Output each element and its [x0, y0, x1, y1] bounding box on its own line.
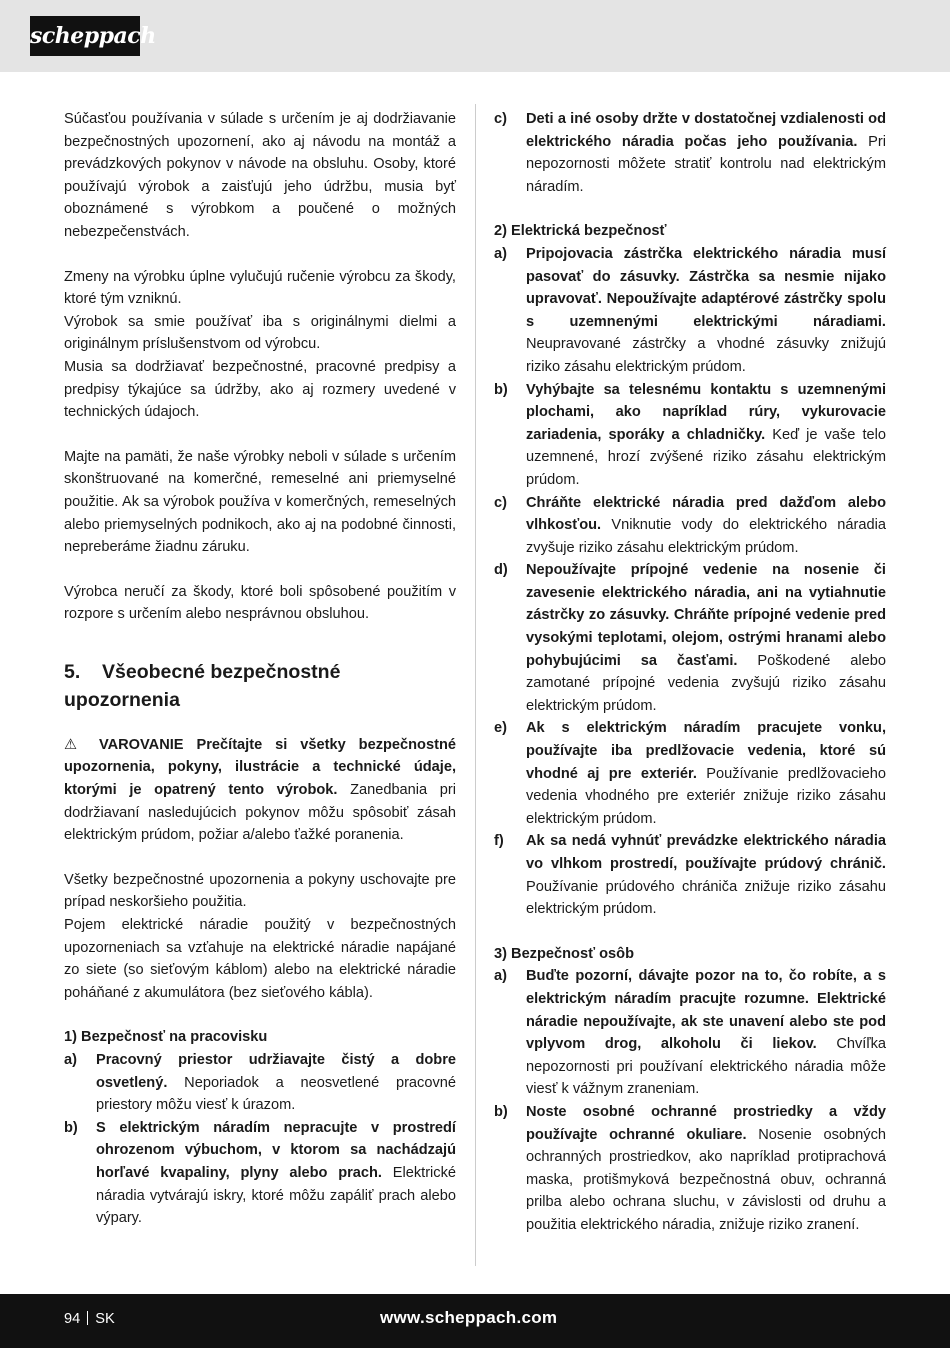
item-label: c) [494, 111, 507, 127]
website-link[interactable]: www.scheppach.com [380, 1308, 558, 1327]
item-text: Chráňte elektrické náradia pred dažďom alebo vlhkosťou. Vniknutie vody do elektrického náradia zvyšuje riziko zásahu elektrickým prúdom. [526, 494, 886, 556]
right-column [494, 108, 886, 1237]
warning-heading: VAROVANIE Prečítajte si všetky bezpečnostné upozornenia, pokyny, ilustrácie a technické údaje, ktorými je opatrený tento výrobok. [64, 736, 456, 799]
left-column [64, 108, 456, 1230]
item-label: c) [494, 494, 507, 511]
subheading-workplace-safety: 1) Bezpečnosť na pracovisku [64, 1029, 268, 1046]
item-label: b) [64, 1119, 78, 1136]
paragraph-intended-use: Súčasťou používania v súlade s určením je aj dodržiavanie bezpečnostných upozornení, ako aj návodu na montáž a prevádzkových pokynov v návode na obsluhu. Osoby, ktoré používajú výrobok a zaisťujú jeho údržbu, musia byť oboznámené s výrobkom a poučené o možných nebezpečenstvách. [64, 111, 456, 240]
list-item [494, 379, 886, 492]
language-code: SK [95, 1311, 115, 1327]
item-text: Pracovný priestor udržiavajte čistý a dobre osvetlený. Neporiadok a neosvetlené pracovné priestory môžu viesť k úrazom. [96, 1052, 456, 1114]
paragraph-keep-instructions: Všetky bezpečnostné upozornenia a pokyny uschovajte pre prípad neskoršieho použitia. [64, 871, 456, 911]
paragraph-regulations: Musia sa dodržiavať bezpečnostné, pracovné predpisy a predpisy týkajúce sa údržby, ako aj rozmery uvedené v technických údajoch. [64, 358, 456, 421]
page-number: 94 [64, 1311, 81, 1327]
list-item [64, 1117, 456, 1230]
footer-separator [87, 1311, 88, 1325]
subheading-personal-safety: 3) Bezpečnosť osôb [494, 945, 634, 962]
item-text: S elektrickým náradím nepracujte v prostredí ohrozenom výbuchom, v ktorom sa nachádzajú horľavé kvapaliny, plyny alebo prach. Elektrické náradia vytvárajú iskry, ktoré môžu zapáliť prach alebo výpary. [96, 1119, 457, 1227]
section-heading [64, 658, 456, 714]
list-item [494, 243, 886, 379]
item-text: Vyhýbajte sa telesnému kontaktu s uzemnenými plochami, ako napríklad rúry, vykurovacie zariadenia, sporáky a chladničky. Keď je vaše telo uzemnené, hrozí zvýšené riziko zásahu elektrickým prúdom. [526, 381, 886, 488]
item-label: a) [64, 1052, 77, 1068]
list-item [494, 492, 886, 560]
list-item [64, 1049, 456, 1117]
item-text: Buďte pozorní, dávajte pozor na to, čo robíte, a s elektrickým náradím pracujte rozumne. Elektrické náradie nepoužívajte, ak ste unavení alebo ste pod vplyvom drog, alkoholu či liekov. Chvíľka nepozornosti pri používaní elektrického náradia môže viesť k vážnym zraneniam. [526, 968, 887, 1098]
item-label: b) [494, 381, 508, 398]
list-item [494, 559, 886, 717]
paragraph-power-tool-definition: Pojem elektrické náradie použitý v bezpečnostných upozorneniach sa vzťahuje na elektrické náradie napájané zo siete (so sieťovým káblom) alebo na elektrické náradie poháňané z akumulátora (bez sieťového kábla). [64, 917, 456, 1001]
item-label: b) [494, 1103, 508, 1120]
paragraph-liability: Zmeny na výrobku úplne vylučujú ručenie výrobcu za škody, ktoré tým vzniknú. [64, 268, 456, 308]
warning-text: Zanedbania pri dodržiavaní nasledujúcich pokynov môžu spôsobiť zásah elektrickým prúdom, požiar a/alebo ťažké poranenia. [64, 782, 456, 844]
item-text: Ak sa nedá vyhnúť prevádzke elektrického náradia vo vlhkom prostredí, používajte prúdový chránič. Používanie prúdového chrániča znižuje riziko zásahu elektrickým prúdom. [526, 833, 886, 918]
list-item [494, 965, 886, 1101]
item-text: Pripojovacia zástrčka elektrického náradia musí pasovať do zásuvky. Zástrčka sa nesmie nijako upravovať. Nepoužívajte adaptérové zástrčky spolu s uzemnenými elektrickými náradiami. Neupravované zástrčky a vhodné zásuvky znižujú riziko zásahu elektrickým prúdom. [526, 245, 886, 375]
page-footer [0, 1294, 950, 1348]
column-divider [475, 104, 476, 1266]
item-label: a) [494, 245, 507, 262]
scheppach-logo: scheppach [30, 16, 140, 56]
list-item [494, 830, 886, 920]
subheading-electrical-safety: 2) Elektrická bezpečnosť [494, 223, 667, 240]
item-label: d) [494, 562, 508, 579]
paragraph-manufacturer-liability: Výrobca neručí za škody, ktoré boli spôsobené použitím v rozpore s určením alebo nesprávnou obsluhou. [64, 583, 456, 623]
list-item [494, 1101, 886, 1237]
item-text: Deti a iné osoby držte v dostatočnej vzdialenosti od elektrického náradia počas jeho používania. Pri nepozornosti môžete stratiť kontrolu nad elektrickým náradím. [526, 111, 887, 195]
item-label: a) [494, 968, 507, 985]
warning-icon: ⚠ [64, 736, 86, 753]
page-number-block [64, 1308, 115, 1330]
item-label: f) [494, 833, 504, 850]
section-number: 5. [64, 660, 81, 683]
paragraph-original-parts: Výrobok sa smie používať iba s originálnymi dielmi a originálnym príslušenstvom od výrobcu. [64, 313, 456, 353]
item-label: e) [494, 720, 507, 737]
item-text: Nepoužívajte prípojné vedenie na nosenie či zavesenie elektrického náradia, ani na vytiahnutie zástrčky zo zásuvky. Chráňte prípojné vedenie pred vysokými teplotami, olejom, ostrými hranami alebo pohybujúcimi sa časťami. Poškodené alebo zamotané prípojné vedenia zvyšujú riziko zásahu elektrickým prúdom. [526, 562, 886, 714]
item-text: Noste osobné ochranné prostriedky a vždy používajte ochranné okuliare. Nosenie osobných ochranných prostriedkov, ako napríklad protiprachová maska, protišmyková bezpečnostná obuv, ochranná prilba alebo ochrana sluchu, v závislosti od druhu a použitia elektrického náradia, znižuje riziko zranení. [526, 1103, 886, 1233]
section-title: Všeobecné bezpečnostné upozornenia [64, 660, 341, 711]
page-header [0, 0, 950, 72]
list-item [494, 717, 886, 830]
warning-block [64, 734, 456, 847]
list-item [494, 108, 886, 198]
item-text: Ak s elektrickým náradím pracujete vonku, používajte iba predlžovacie vedenia, ktoré sú vhodné aj pre exteriér. Používanie predlžovacieho vedenia vhodného pre exteriér znižuje riziko zásahu elektrickým prúdom. [526, 720, 886, 827]
paragraph-commercial-use: Majte na pamäti, že naše výrobky neboli v súlade s určením skonštruované na komerčné, remeselné ani priemyselné použitie. Ak sa výrobok používa v komerčných, remeselných alebo priemyselných podnikoch, ako aj na podobné činnosti, nepreberáme žiadnu záruku. [64, 448, 456, 556]
